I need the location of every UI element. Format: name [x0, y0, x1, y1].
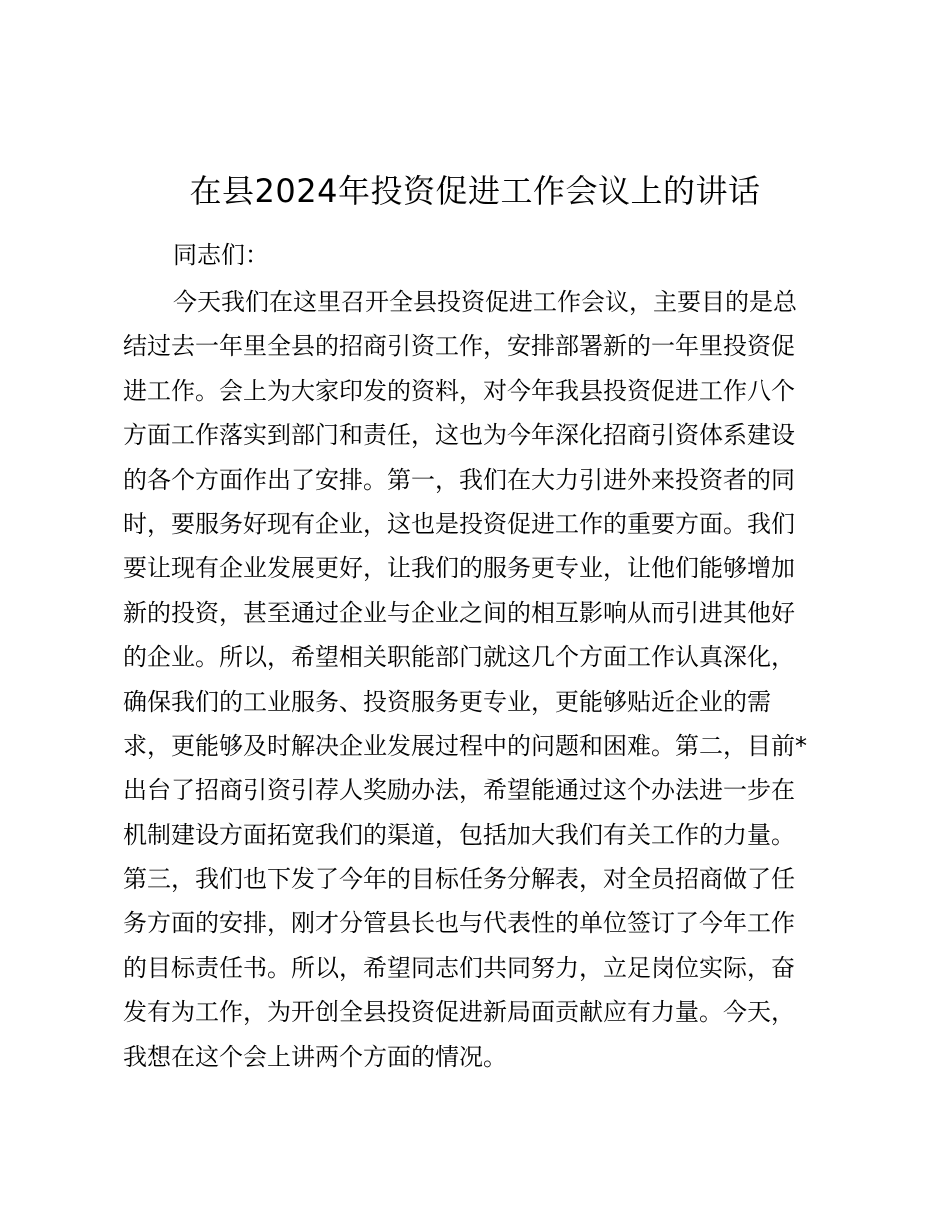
paragraph-line: 方面工作落实到部门和责任，这也为今年深化招商引资体系建设: [123, 421, 795, 450]
paragraph-line: 进工作。会上为大家印发的资料，对今年我县投资促进工作八个: [123, 376, 795, 405]
speech-paragraph: [123, 280, 843, 1079]
paragraph-line: 的各个方面作出了安排。第一，我们在大力引进外来投资者的同: [123, 465, 795, 494]
paragraph-line: 的目标责任书。所以，希望同志们共同努力，立足岗位实际，奋: [123, 953, 795, 982]
paragraph-line: 求，更能够及时解决企业发展过程中的问题和困难。第二，目前*: [123, 731, 807, 760]
paragraph-line: 的企业。所以，希望相关职能部门就这几个方面工作认真深化，: [123, 643, 795, 672]
salutation: 同志们：: [173, 241, 269, 269]
paragraph-line: 务方面的安排，刚才分管县长也与代表性的单位签订了今年工作: [123, 909, 795, 938]
paragraph-line: 出台了招商引资引荐人奖励办法，希望能通过这个办法进一步在: [123, 776, 795, 805]
paragraph-line: 结过去一年里全县的招商引资工作，安排部署新的一年里投资促: [123, 332, 795, 361]
paragraph-line: 我想在这个会上讲两个方面的情况。: [123, 1042, 507, 1071]
paragraph-line: 时，要服务好现有企业，这也是投资促进工作的重要方面。我们: [123, 509, 795, 538]
paragraph-line: 要让现有企业发展更好，让我们的服务更专业，让他们能够增加: [123, 554, 795, 583]
paragraph-line: 新的投资，甚至通过企业与企业之间的相互影响从而引进其他好: [123, 598, 795, 627]
paragraph-line: 今天我们在这里召开全县投资促进工作会议，主要目的是总: [173, 288, 797, 316]
paragraph-line: 发有为工作，为开创全县投资促进新局面贡献应有力量。今天，: [123, 998, 795, 1027]
paragraph-line: 机制建设方面拓宽我们的渠道，包括加大我们有关工作的力量。: [123, 820, 795, 849]
paragraph-line: 第三，我们也下发了今年的目标任务分解表，对全员招商做了任: [123, 865, 795, 894]
paragraph-line: 确保我们的工业服务、投资服务更专业，更能够贴近企业的需: [123, 687, 771, 716]
document-title: 在县2024年投资促进工作会议上的讲话: [189, 172, 761, 210]
